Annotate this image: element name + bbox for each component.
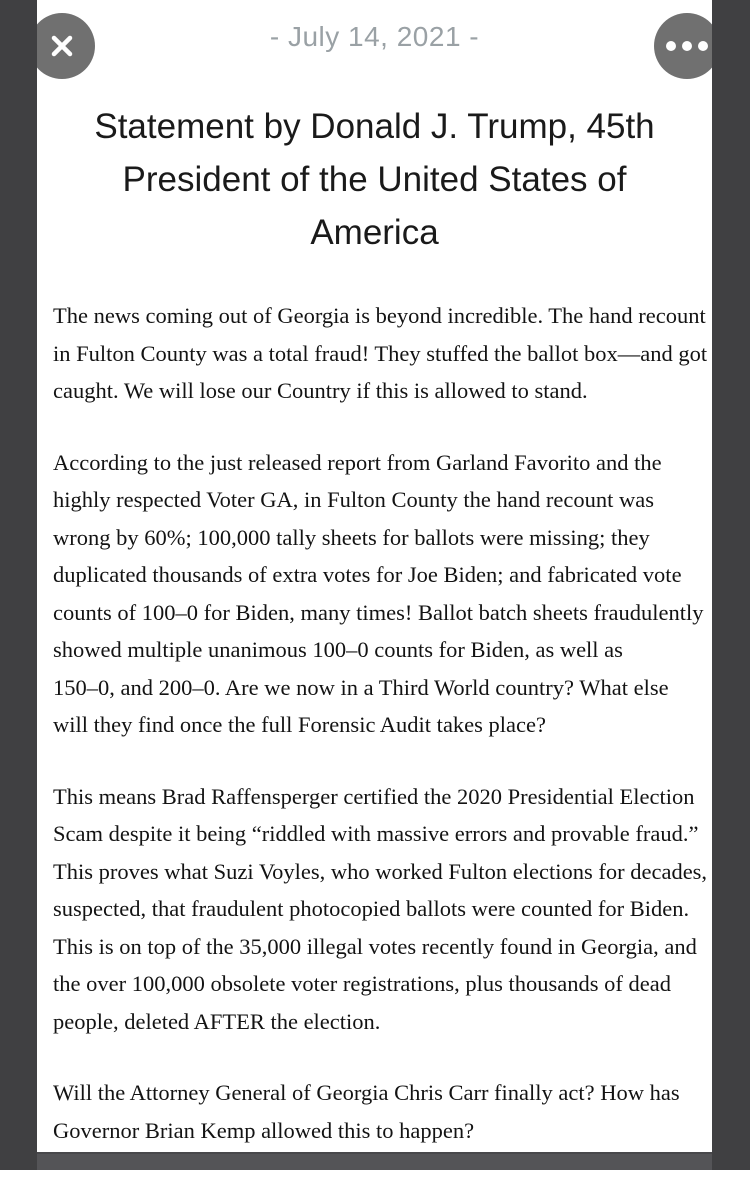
body-line: This means Brad Raffensperger certified the 2020 Presidential Election	[53, 783, 695, 809]
ellipsis-dot	[698, 41, 708, 51]
paragraph	[53, 1074, 712, 1149]
body-line: people, deleted AFTER the election.	[53, 1008, 381, 1034]
body-line: This proves what Suzi Voyles, who worked Fulton elections for decades,	[53, 858, 708, 884]
body-line: in Fulton County was a total fraud! They stuffed the ballot box—and got	[53, 340, 708, 366]
statement-body	[53, 297, 712, 1183]
heading-line: Statement by Donald J. Trump, 45th	[94, 107, 655, 146]
body-line: suspected, that fraudulent photocopied ballots were counted for Biden.	[53, 896, 690, 921]
body-line: will they find once the full Forensic Audit takes place?	[53, 712, 546, 737]
date-label: - July 14, 2021 -	[269, 21, 480, 52]
body-line: Will the Attorney General of Georgia Chris Carr finally act? How has	[53, 1080, 680, 1105]
heading-line: President of the United States of	[122, 160, 627, 199]
paragraph	[53, 778, 712, 1041]
x-icon	[47, 31, 77, 61]
edge-bar-left	[0, 0, 37, 1170]
statement-heading	[37, 100, 712, 259]
ellipsis-icon	[666, 41, 708, 51]
more-options-button[interactable]	[654, 13, 720, 79]
close-button[interactable]	[29, 13, 95, 79]
paragraph	[53, 444, 712, 744]
body-line: Scam despite it being “riddled with massive errors and provable fraud.”	[53, 821, 699, 846]
ellipsis-dot	[666, 41, 676, 51]
body-line: highly respected Voter GA, in Fulton County the hand recount was	[53, 487, 654, 512]
body-line: Governor Brian Kemp allowed this to happen?	[53, 1117, 475, 1143]
body-line: 150–0, and 200–0. Are we now in a Third World country? What else	[53, 674, 669, 700]
body-line: duplicated thousands of extra votes for Joe Biden; and fabricated vote	[53, 562, 682, 587]
body-line: counts of 100–0 for Biden, many times! Ballot batch sheets fraudulently	[53, 599, 704, 625]
body-line: wrong by 60%; 100,000 tally sheets for ballots were missing; they	[53, 524, 650, 550]
body-line: caught. We will lose our Country if this is allowed to stand.	[53, 378, 588, 403]
statement-page	[37, 0, 712, 1170]
body-line: According to the just released report from Garland Favorito and the	[53, 449, 662, 475]
bottom-bar	[37, 1152, 712, 1170]
heading-line: America	[310, 213, 439, 252]
edge-bar-right	[712, 0, 750, 1170]
ellipsis-dot	[682, 41, 692, 51]
paragraph	[53, 297, 712, 410]
body-line: The news coming out of Georgia is beyond incredible. The hand recount	[53, 303, 706, 328]
body-line: This is on top of the 35,000 illegal votes recently found in Georgia, and	[53, 933, 697, 959]
body-line: the over 100,000 obsolete voter registrations, plus thousands of dead	[53, 971, 672, 996]
body-line: showed multiple unanimous 100–0 counts for Biden, as well as	[53, 637, 623, 662]
